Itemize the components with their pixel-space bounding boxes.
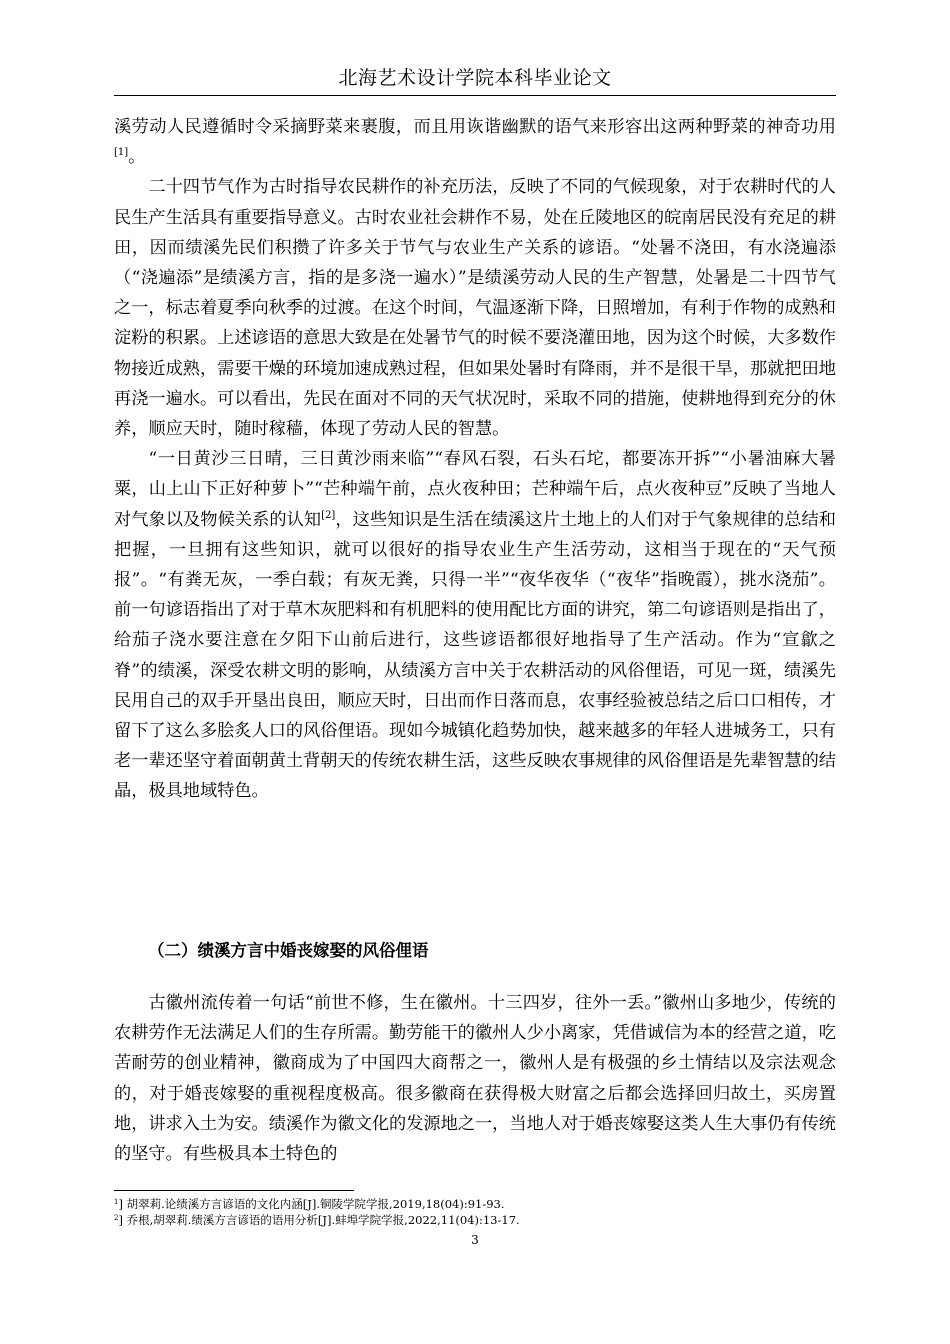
citation-ref[interactable]: [2] xyxy=(321,509,336,521)
section-body xyxy=(114,988,836,1169)
footnote-item xyxy=(114,1212,836,1228)
paragraph-tail: ，这些知识是生活在绩溪这片土地上的人们对于气象规律的总结和把握，一旦拥有这些知识，就可以很好的指导农业生产生活劳动，这相当于现在的“天气预报”。“有粪无灰，一季白载；有灰无粪，只得一半”“夜华夜华（“夜华”指晚霞），挑水浇茄”。前一句谚语指出了对于草木灰肥料和有机肥料的使用配比方面的讲究，第二句谚语则是指出了，给茄子浇水要注意在夕阳下山前后进行，这些谚语都很好地指导了生产活动。作为“宣歙之脊”的绩溪，深受农耕文明的影响，从绩溪方言中关于农耕活动的风俗俚语，可见一斑，绩溪先民用自己的双手开垦出良田，顺应天时，日出而作日落而息，农事经验被总结之后口口相传，才留下了这么多脍炙人口的风俗俚语。现如今城镇化趋势加快，越来越多的年轻人进城务工，只有老一辈还坚守着面朝黄土背朝天的传统农耕生活，这些反映农事规律的风俗俚语是先辈智慧的结晶，极具地域特色。 xyxy=(114,509,836,802)
paragraph-tail: 。 xyxy=(128,147,146,168)
footnote-bracket: ] xyxy=(118,1197,127,1211)
page-header-title: 北海艺术设计学院本科毕业论文 xyxy=(338,67,612,89)
footnote-divider xyxy=(114,1190,354,1191)
footnote-mark: 2 xyxy=(114,1214,119,1222)
paragraph-huizhou: 古徽州流传着一句话“前世不修，生在徽州。十三四岁，往外一丢。”徽州山多地少，传统的农耕劳作无法满足人们的生存所需。勤劳能干的徽州人少小离家，凭借诚信为本的经营之道，吃苦耐劳的创业精神，徽商成为了中国四大商帮之一，徽州人是有极强的乡土情结以及宗法观念的，对于婚丧嫁娶的重视程度极高。很多徽商在获得极大财富之后都会选择回归故土，买房置地，讲求入土为安。绩溪作为徽文化的发源地之一，当地人对于婚丧嫁娶这类人生大事仍有传统的坚守。有些极具本土特色的 xyxy=(114,993,836,1165)
body-text xyxy=(114,112,836,807)
page-number: 3 xyxy=(471,1233,479,1247)
footnote-bracket: ] xyxy=(118,1213,127,1227)
header-divider xyxy=(114,95,836,96)
footnote-mark: 1 xyxy=(114,1198,119,1206)
footnote-item xyxy=(114,1196,836,1212)
paragraph-text: 溪劳动人民遵循时令采摘野菜来裹腹，而且用诙谐幽默的语气来形容出这两种野菜的神奇功用 xyxy=(114,117,836,137)
footnote-text: 胡翠莉.论绩溪方言谚语的文化内涵[J].铜陵学院学报,2019,18(04):91-93. xyxy=(126,1197,505,1211)
paragraph-solar-terms: 二十四节气作为古时指导农民耕作的补充历法，反映了不同的气候现象，对于农耕时代的人民生产生活具有重要指导意义。古时农业社会耕作不易，处在丘陵地区的皖南居民没有充足的耕田，因而绩溪先民们积攒了许多关于节气与农业生产关系的谚语。“处暑不浇田，有水浇遍添（“浇遍添”是绩溪方言，指的是多浇一遍水）”是绩溪劳动人民的生产智慧，处暑是二十四节气之一，标志着夏季向秋季的过渡。在这个时间，气温逐渐下降，日照增加，有利于作物的成熟和淀粉的积累。上述谚语的意思大致是在处暑节气的时候不要浇灌田地，因为这个时候，大多数作物接近成熟，需要干燥的环境加速成熟过程，但如果处暑时有降雨，并不是很干旱，那就把田地再浇一遍水。可以看出，先民在面对不同的天气状况时，采取不同的措施，使耕地得到充分的休养，顺应天时，随时稼穑，体现了劳动人民的智慧。 xyxy=(114,177,836,440)
paragraph-weather-proverbs xyxy=(114,444,836,806)
paragraph-text: “一日黄沙三日晴，三日黄沙雨来临”“春风石裂，石头石坨，都要冻开拆”“小暑油麻大暑粟，山上山下正好种萝卜”“芒种端午前，点火夜种田；芒种端午后，点火夜种豆”反映了当地人对气象以及物候关系的认知 xyxy=(114,449,836,530)
section-heading: （二）绩溪方言中婚丧嫁娶的风俗俚语 xyxy=(148,941,429,960)
footnotes xyxy=(114,1196,836,1228)
citation-ref[interactable]: [1] xyxy=(114,147,129,159)
footnote-text: 乔根,胡翠莉.绩溪方言谚语的语用分析[J].蚌埠学院学报,2022,11(04):13-17. xyxy=(126,1213,520,1227)
paragraph-continued xyxy=(114,112,836,172)
